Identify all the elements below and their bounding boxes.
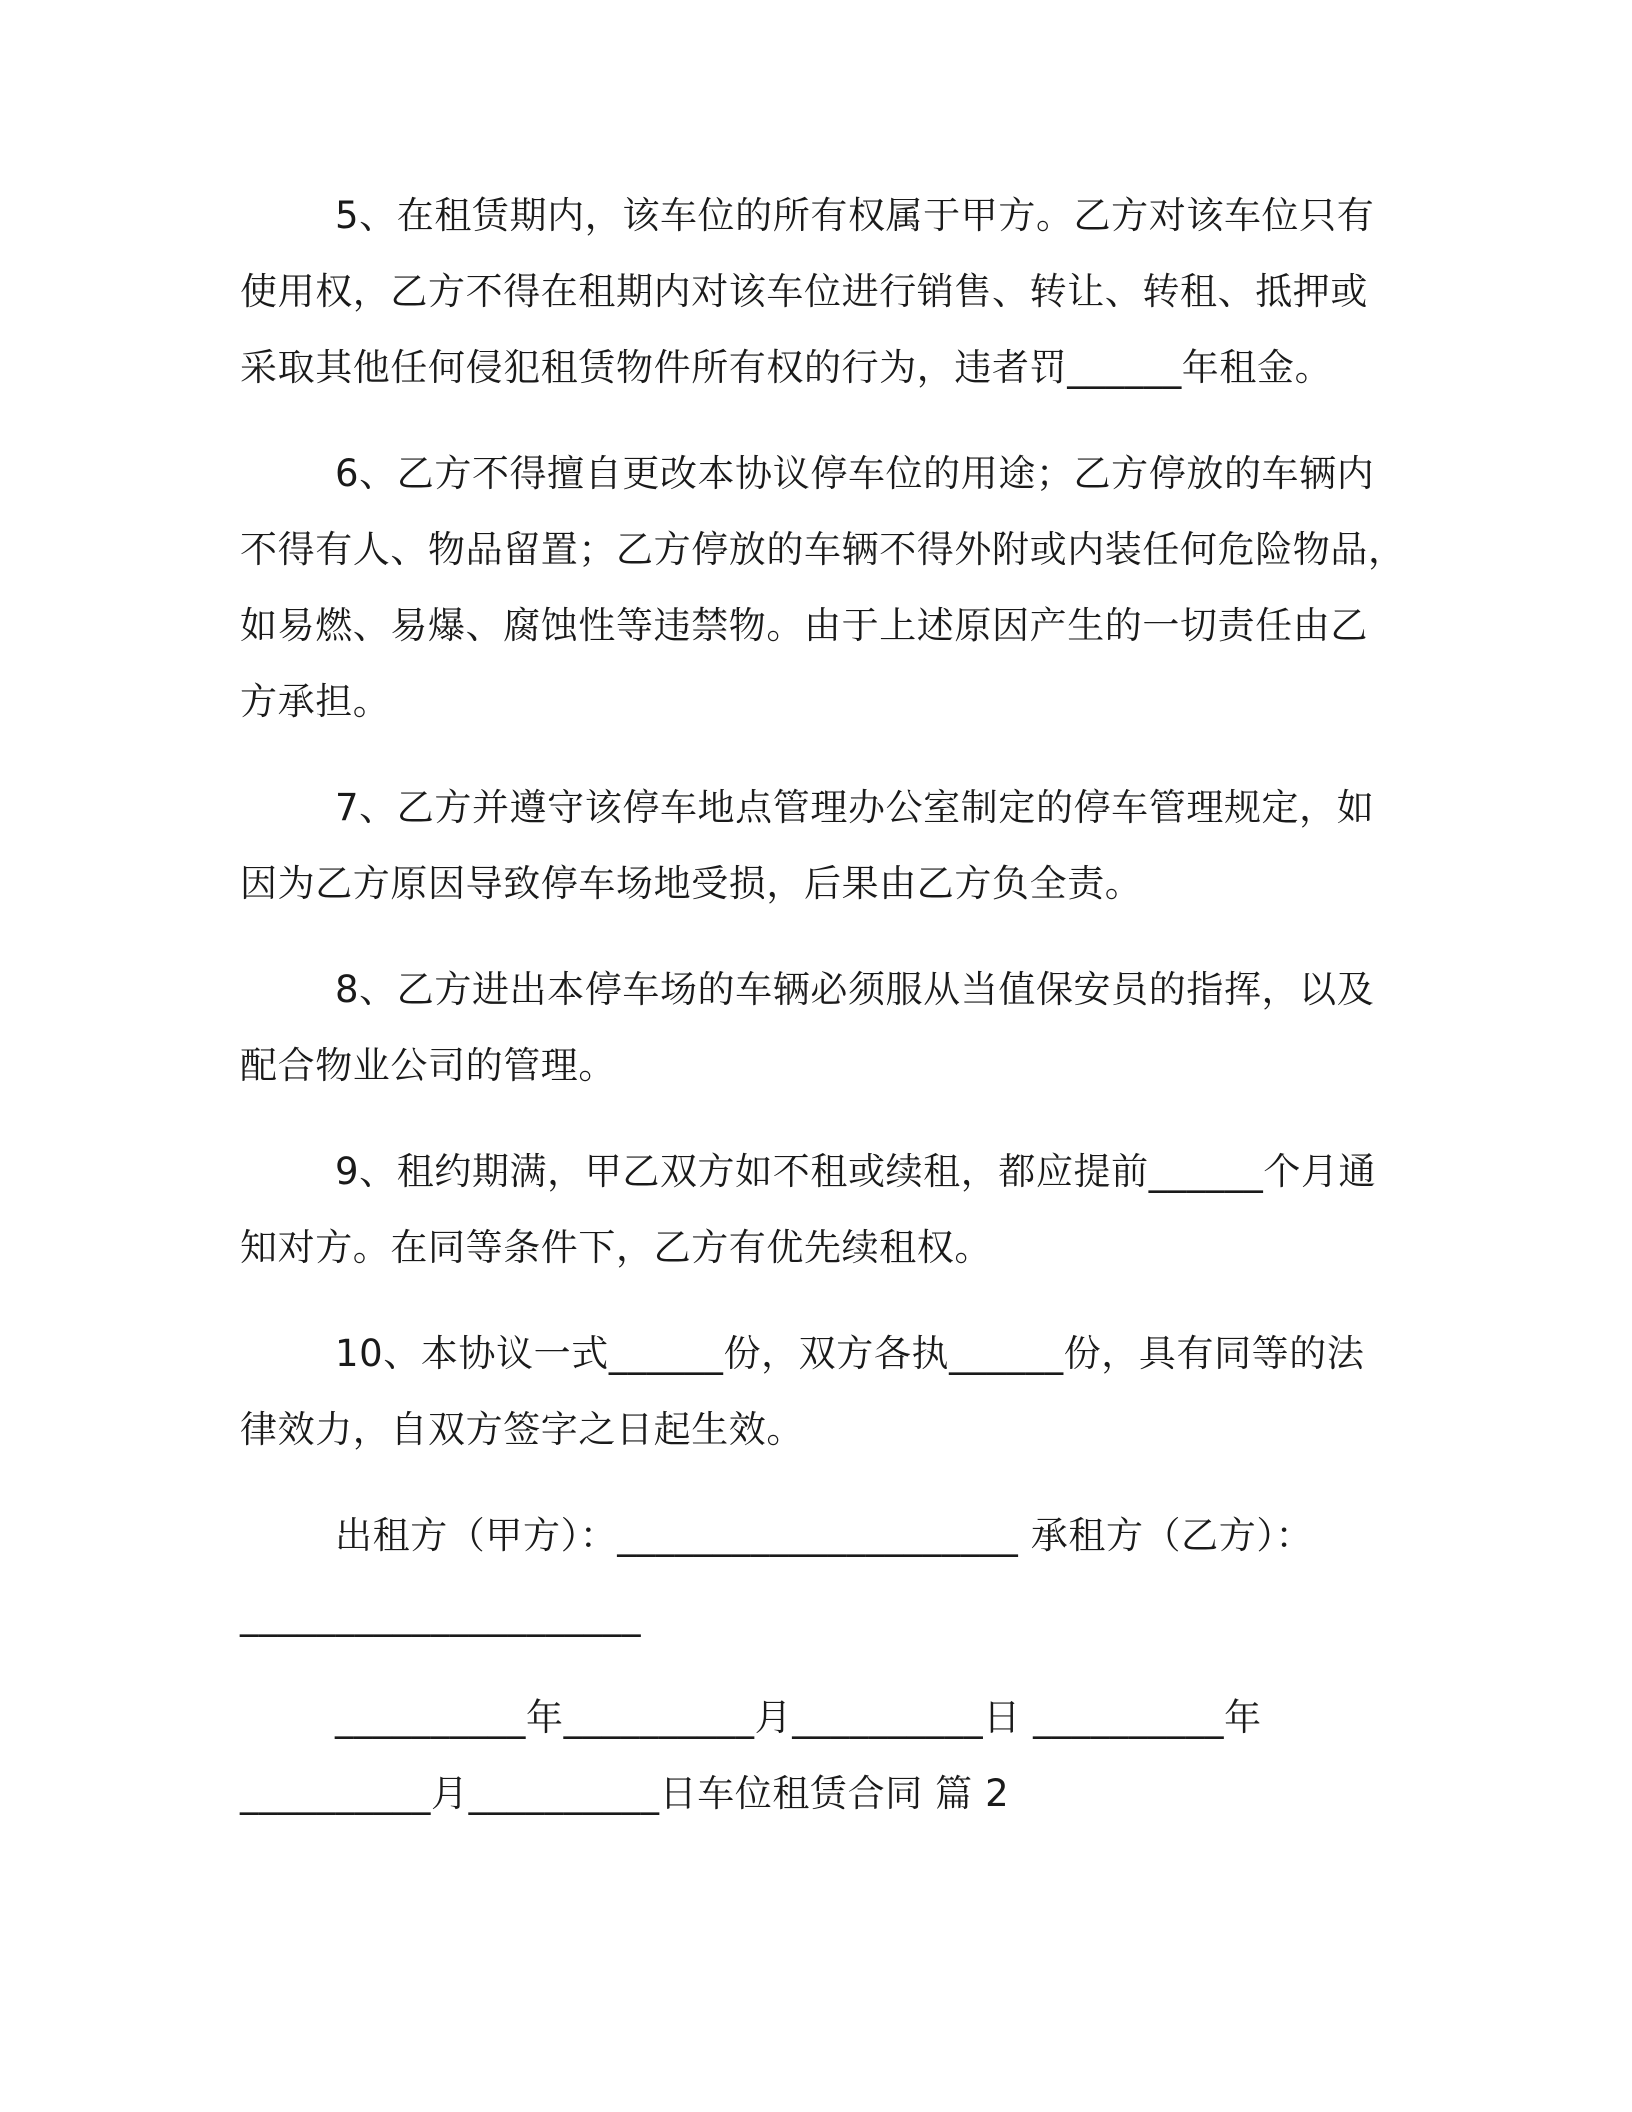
clause-8-line-1: 8、乙方进出本停车场的车辆必须服从当值保安员的指挥，以及 <box>335 968 1375 1011</box>
clause-10-line-2: 律效力，自双方签字之日起生效。 <box>240 1408 804 1451</box>
clause-7-line-1: 7、乙方并遵守该停车地点管理办公室制定的停车管理规定，如 <box>335 786 1375 829</box>
clause-5-line-1: 5、在租赁期内，该车位的所有权属于甲方。乙方对该车位只有 <box>335 194 1375 237</box>
clause-6-line-4: 方承担。 <box>240 680 391 723</box>
clause-6-line-1: 6、乙方不得擅自更改本协议停车位的用途；乙方停放的车辆内 <box>335 452 1375 495</box>
signature-line-2: _____________________ <box>240 1594 642 1637</box>
clause-9-line-1: 9、租约期满，甲乙双方如不租或续租，都应提前______个月通 <box>335 1150 1377 1193</box>
clause-5-line-2: 使用权，乙方不得在租期内对该车位进行销售、转让、转租、抵押或 <box>240 270 1368 313</box>
signature-line-1: 出租方（甲方）：_____________________ 承租方（乙方）： <box>335 1514 1314 1557</box>
clause-6-line-2: 不得有人、物品留置；乙方停放的车辆不得外附或内装任何危险物品， <box>240 528 1406 571</box>
date-line-2: __________月__________日车位租赁合同 篇 2 <box>240 1772 1010 1815</box>
clause-5-line-3: 采取其他任何侵犯租赁物件所有权的行为，违者罚______年租金。 <box>240 346 1333 389</box>
clause-8-line-2: 配合物业公司的管理。 <box>240 1044 616 1087</box>
clause-10-line-1: 10、本协议一式______份，双方各执______份，具有同等的法 <box>335 1332 1365 1375</box>
clause-7-line-2: 因为乙方原因导致停车场地受损，后果由乙方负全责。 <box>240 862 1143 905</box>
clause-9-line-2: 知对方。在同等条件下，乙方有优先续租权。 <box>240 1226 992 1269</box>
date-line-1: __________年__________月__________日 __________年 <box>335 1696 1262 1739</box>
clause-6-line-3: 如易燃、易爆、腐蚀性等违禁物。由于上述原因产生的一切责任由乙 <box>240 604 1368 647</box>
